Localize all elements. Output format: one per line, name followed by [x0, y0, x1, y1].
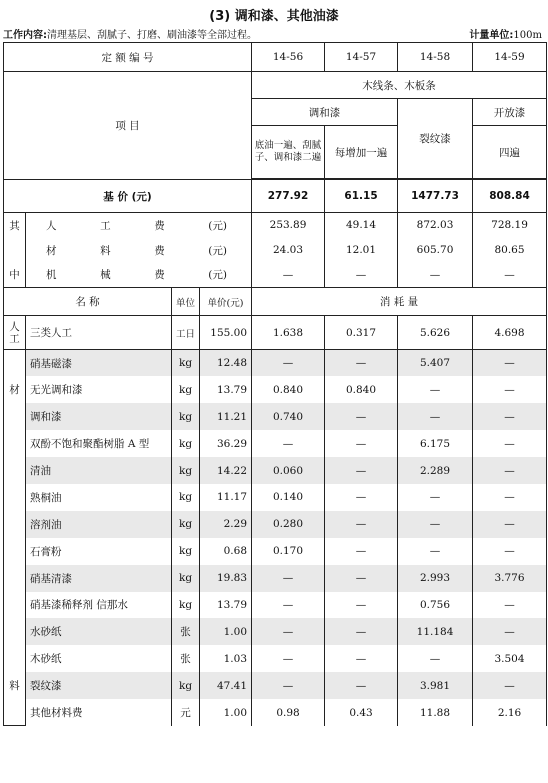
item-name: 清油 [26, 457, 172, 484]
item-value: — [252, 430, 325, 457]
item-value: 0.98 [252, 699, 325, 726]
code-cell: 14-59 [473, 43, 547, 72]
item-unit: kg [172, 403, 200, 430]
material-row [4, 699, 547, 726]
item-value: — [473, 618, 547, 645]
cost-value: 728.19 [473, 213, 547, 238]
code-cell: 14-58 [398, 43, 473, 72]
item-value: — [473, 538, 547, 565]
item-value: — [473, 511, 547, 538]
item-value: — [325, 511, 398, 538]
cost-value: — [398, 263, 473, 288]
item-value: 11.88 [398, 699, 473, 726]
base-price-value: 61.15 [325, 180, 398, 213]
work-content: 工作内容:清理基层、刮腻子、打磨、刷油漆等全部过程。 [3, 30, 257, 41]
item-value: — [473, 592, 547, 619]
item-value: — [473, 484, 547, 511]
item-name: 无光调和漆 [26, 376, 172, 403]
code-cell: 14-56 [252, 43, 325, 72]
item-value: — [398, 484, 473, 511]
item-value: — [252, 618, 325, 645]
item-value: 3.776 [473, 565, 547, 592]
side-label [4, 511, 26, 538]
name-header: 名 称 [4, 288, 172, 316]
group-label: 木线条、木板条 [252, 72, 547, 99]
item-unit: 张 [172, 645, 200, 672]
material-row [4, 484, 547, 511]
item-value: 5.407 [398, 350, 473, 377]
item-price: 13.79 [200, 376, 252, 403]
item-value: 4.698 [473, 316, 547, 350]
code-cell: 14-57 [325, 43, 398, 72]
cost-value: 253.89 [252, 213, 325, 238]
material-row [4, 376, 547, 403]
item-unit: kg [172, 511, 200, 538]
item-value: 0.317 [325, 316, 398, 350]
cost-breakdown-row [4, 213, 547, 238]
item-price: 11.17 [200, 484, 252, 511]
item-name: 木砂纸 [26, 645, 172, 672]
cost-label [26, 263, 252, 288]
material-row [4, 618, 547, 645]
material-row [4, 592, 547, 619]
item-price: 1.00 [200, 618, 252, 645]
side-label [4, 430, 26, 457]
item-name: 熟桐油 [26, 484, 172, 511]
page-title: (3) 调和漆、其他油漆 [209, 9, 339, 24]
cost-label [26, 238, 252, 263]
item-unit: kg [172, 592, 200, 619]
material-row [4, 645, 547, 672]
item-name: 石膏粉 [26, 538, 172, 565]
base-price-value: 1477.73 [398, 180, 473, 213]
item-name: 裂纹漆 [26, 672, 172, 699]
side-label [4, 592, 26, 619]
cost-value: 12.01 [325, 238, 398, 263]
item-value: 6.175 [398, 430, 473, 457]
cost-value: 24.03 [252, 238, 325, 263]
item-name: 硝基磁漆 [26, 350, 172, 377]
material-row [4, 403, 547, 430]
consumption-header: 消 耗 量 [252, 288, 547, 316]
item-unit: 工日 [172, 316, 200, 350]
base-price-value: 808.84 [473, 180, 547, 213]
cost-value: — [252, 263, 325, 288]
item-value: 3.504 [473, 645, 547, 672]
item-value: 0.840 [325, 376, 398, 403]
side-label: 人 工 [4, 316, 26, 350]
price-header: 单价(元) [200, 288, 252, 316]
item-name: 硝基清漆 [26, 565, 172, 592]
item-unit: kg [172, 538, 200, 565]
item-value: — [252, 592, 325, 619]
item-value: — [473, 350, 547, 377]
item-value: 3.981 [398, 672, 473, 699]
cost-label [26, 213, 252, 238]
item-name: 水砂纸 [26, 618, 172, 645]
item-value: 0.756 [398, 592, 473, 619]
cost-label-text: 机 械 费 (元) [46, 269, 227, 282]
item-value: — [398, 376, 473, 403]
side-label [4, 699, 26, 726]
item-value: — [398, 511, 473, 538]
consumption-header-row [4, 288, 547, 316]
item-value: 1.638 [252, 316, 325, 350]
cost-value: — [325, 263, 398, 288]
item-value: — [398, 403, 473, 430]
item-value: 2.993 [398, 565, 473, 592]
item-value: — [473, 672, 547, 699]
item-value: — [325, 403, 398, 430]
base-price-value: 277.92 [252, 180, 325, 213]
side-label: 中 [4, 263, 26, 288]
item-value: 0.140 [252, 484, 325, 511]
side-label [4, 484, 26, 511]
item-value: 0.43 [325, 699, 398, 726]
item-unit: kg [172, 484, 200, 511]
col-crackle: 裂纹漆 [398, 99, 473, 179]
material-row [4, 511, 547, 538]
side-label [4, 238, 26, 263]
item-unit: 张 [172, 618, 200, 645]
item-price: 1.03 [200, 645, 252, 672]
item-unit: kg [172, 565, 200, 592]
item-name: 其他材料费 [26, 699, 172, 726]
item-value: 0.170 [252, 538, 325, 565]
base-price-row [4, 180, 547, 213]
item-name: 溶剂油 [26, 511, 172, 538]
quota-code-row [4, 43, 547, 72]
base-price-label: 基 价 (元) [4, 180, 252, 213]
material-row [4, 457, 547, 484]
side-label [4, 538, 26, 565]
item-value: — [473, 457, 547, 484]
item-name: 调和漆 [26, 403, 172, 430]
side-label: 料 [4, 672, 26, 699]
col-extra-coat: 每增加一遍 [325, 126, 398, 179]
item-price: 12.48 [200, 350, 252, 377]
item-value: — [252, 672, 325, 699]
item-value: — [325, 592, 398, 619]
item-value: 11.184 [398, 618, 473, 645]
measurement-unit: 计量单位:100m [469, 30, 542, 41]
quota-code-label: 定 额 编 号 [4, 43, 252, 72]
quota-table [3, 42, 547, 726]
item-value: — [325, 430, 398, 457]
item-unit: kg [172, 350, 200, 377]
item-unit: kg [172, 672, 200, 699]
sub-header-blend: 调和漆 [252, 99, 398, 126]
material-row [4, 538, 547, 565]
item-unit: kg [172, 457, 200, 484]
sub-header-open: 开放漆 [473, 99, 547, 126]
col-primer: 底油一遍、刮腻子、调和漆二遍 [252, 126, 325, 179]
item-price: 13.79 [200, 592, 252, 619]
side-label [4, 645, 26, 672]
item-value: — [325, 350, 398, 377]
item-value: 2.16 [473, 699, 547, 726]
item-value: — [325, 618, 398, 645]
item-price: 2.29 [200, 511, 252, 538]
item-value: — [325, 457, 398, 484]
cost-value: — [473, 263, 547, 288]
side-label [4, 350, 26, 377]
side-label [4, 565, 26, 592]
item-value: — [325, 672, 398, 699]
item-value: 0.280 [252, 511, 325, 538]
item-unit: kg [172, 430, 200, 457]
item-value: 0.060 [252, 457, 325, 484]
side-label [4, 403, 26, 430]
unit-header: 单位 [172, 288, 200, 316]
item-value: — [252, 350, 325, 377]
side-label: 其 [4, 213, 26, 238]
cost-value: 872.03 [398, 213, 473, 238]
item-value: — [398, 645, 473, 672]
item-value: — [252, 645, 325, 672]
material-row [4, 565, 547, 592]
item-unit: kg [172, 376, 200, 403]
item-price: 47.41 [200, 672, 252, 699]
item-value: — [473, 376, 547, 403]
item-value: — [398, 538, 473, 565]
item-name: 硝基漆稀释剂 信那水 [26, 592, 172, 619]
cost-breakdown-row [4, 263, 547, 288]
item-price: 36.29 [200, 430, 252, 457]
item-price: 1.00 [200, 699, 252, 726]
col-four-coats: 四遍 [473, 126, 547, 179]
item-value: — [325, 538, 398, 565]
item-value: — [325, 484, 398, 511]
labor-row [4, 316, 547, 350]
item-value: 0.740 [252, 403, 325, 430]
item-unit: 元 [172, 699, 200, 726]
item-price: 19.83 [200, 565, 252, 592]
cost-breakdown-row [4, 238, 547, 263]
item-value: — [473, 403, 547, 430]
item-value: 5.626 [398, 316, 473, 350]
item-value: 2.289 [398, 457, 473, 484]
project-label: 项 目 [4, 72, 252, 180]
item-price: 14.22 [200, 457, 252, 484]
item-price: 0.68 [200, 538, 252, 565]
item-price: 155.00 [200, 316, 252, 350]
cost-value: 605.70 [398, 238, 473, 263]
item-price: 11.21 [200, 403, 252, 430]
item-name: 三类人工 [26, 316, 172, 350]
cost-value: 49.14 [325, 213, 398, 238]
item-value: 0.840 [252, 376, 325, 403]
item-value: — [252, 565, 325, 592]
material-row [4, 430, 547, 457]
material-row [4, 350, 547, 377]
item-name: 双酚不饱和聚酯树脂 A 型 [26, 430, 172, 457]
item-value: — [473, 430, 547, 457]
side-label [4, 457, 26, 484]
item-value: — [325, 645, 398, 672]
item-value: — [325, 565, 398, 592]
cost-label-text: 人 工 费 (元) [46, 219, 227, 232]
side-label: 材 [4, 376, 26, 403]
cost-label-text: 材 料 费 (元) [46, 244, 227, 257]
material-row [4, 672, 547, 699]
cost-value: 80.65 [473, 238, 547, 263]
side-label [4, 618, 26, 645]
